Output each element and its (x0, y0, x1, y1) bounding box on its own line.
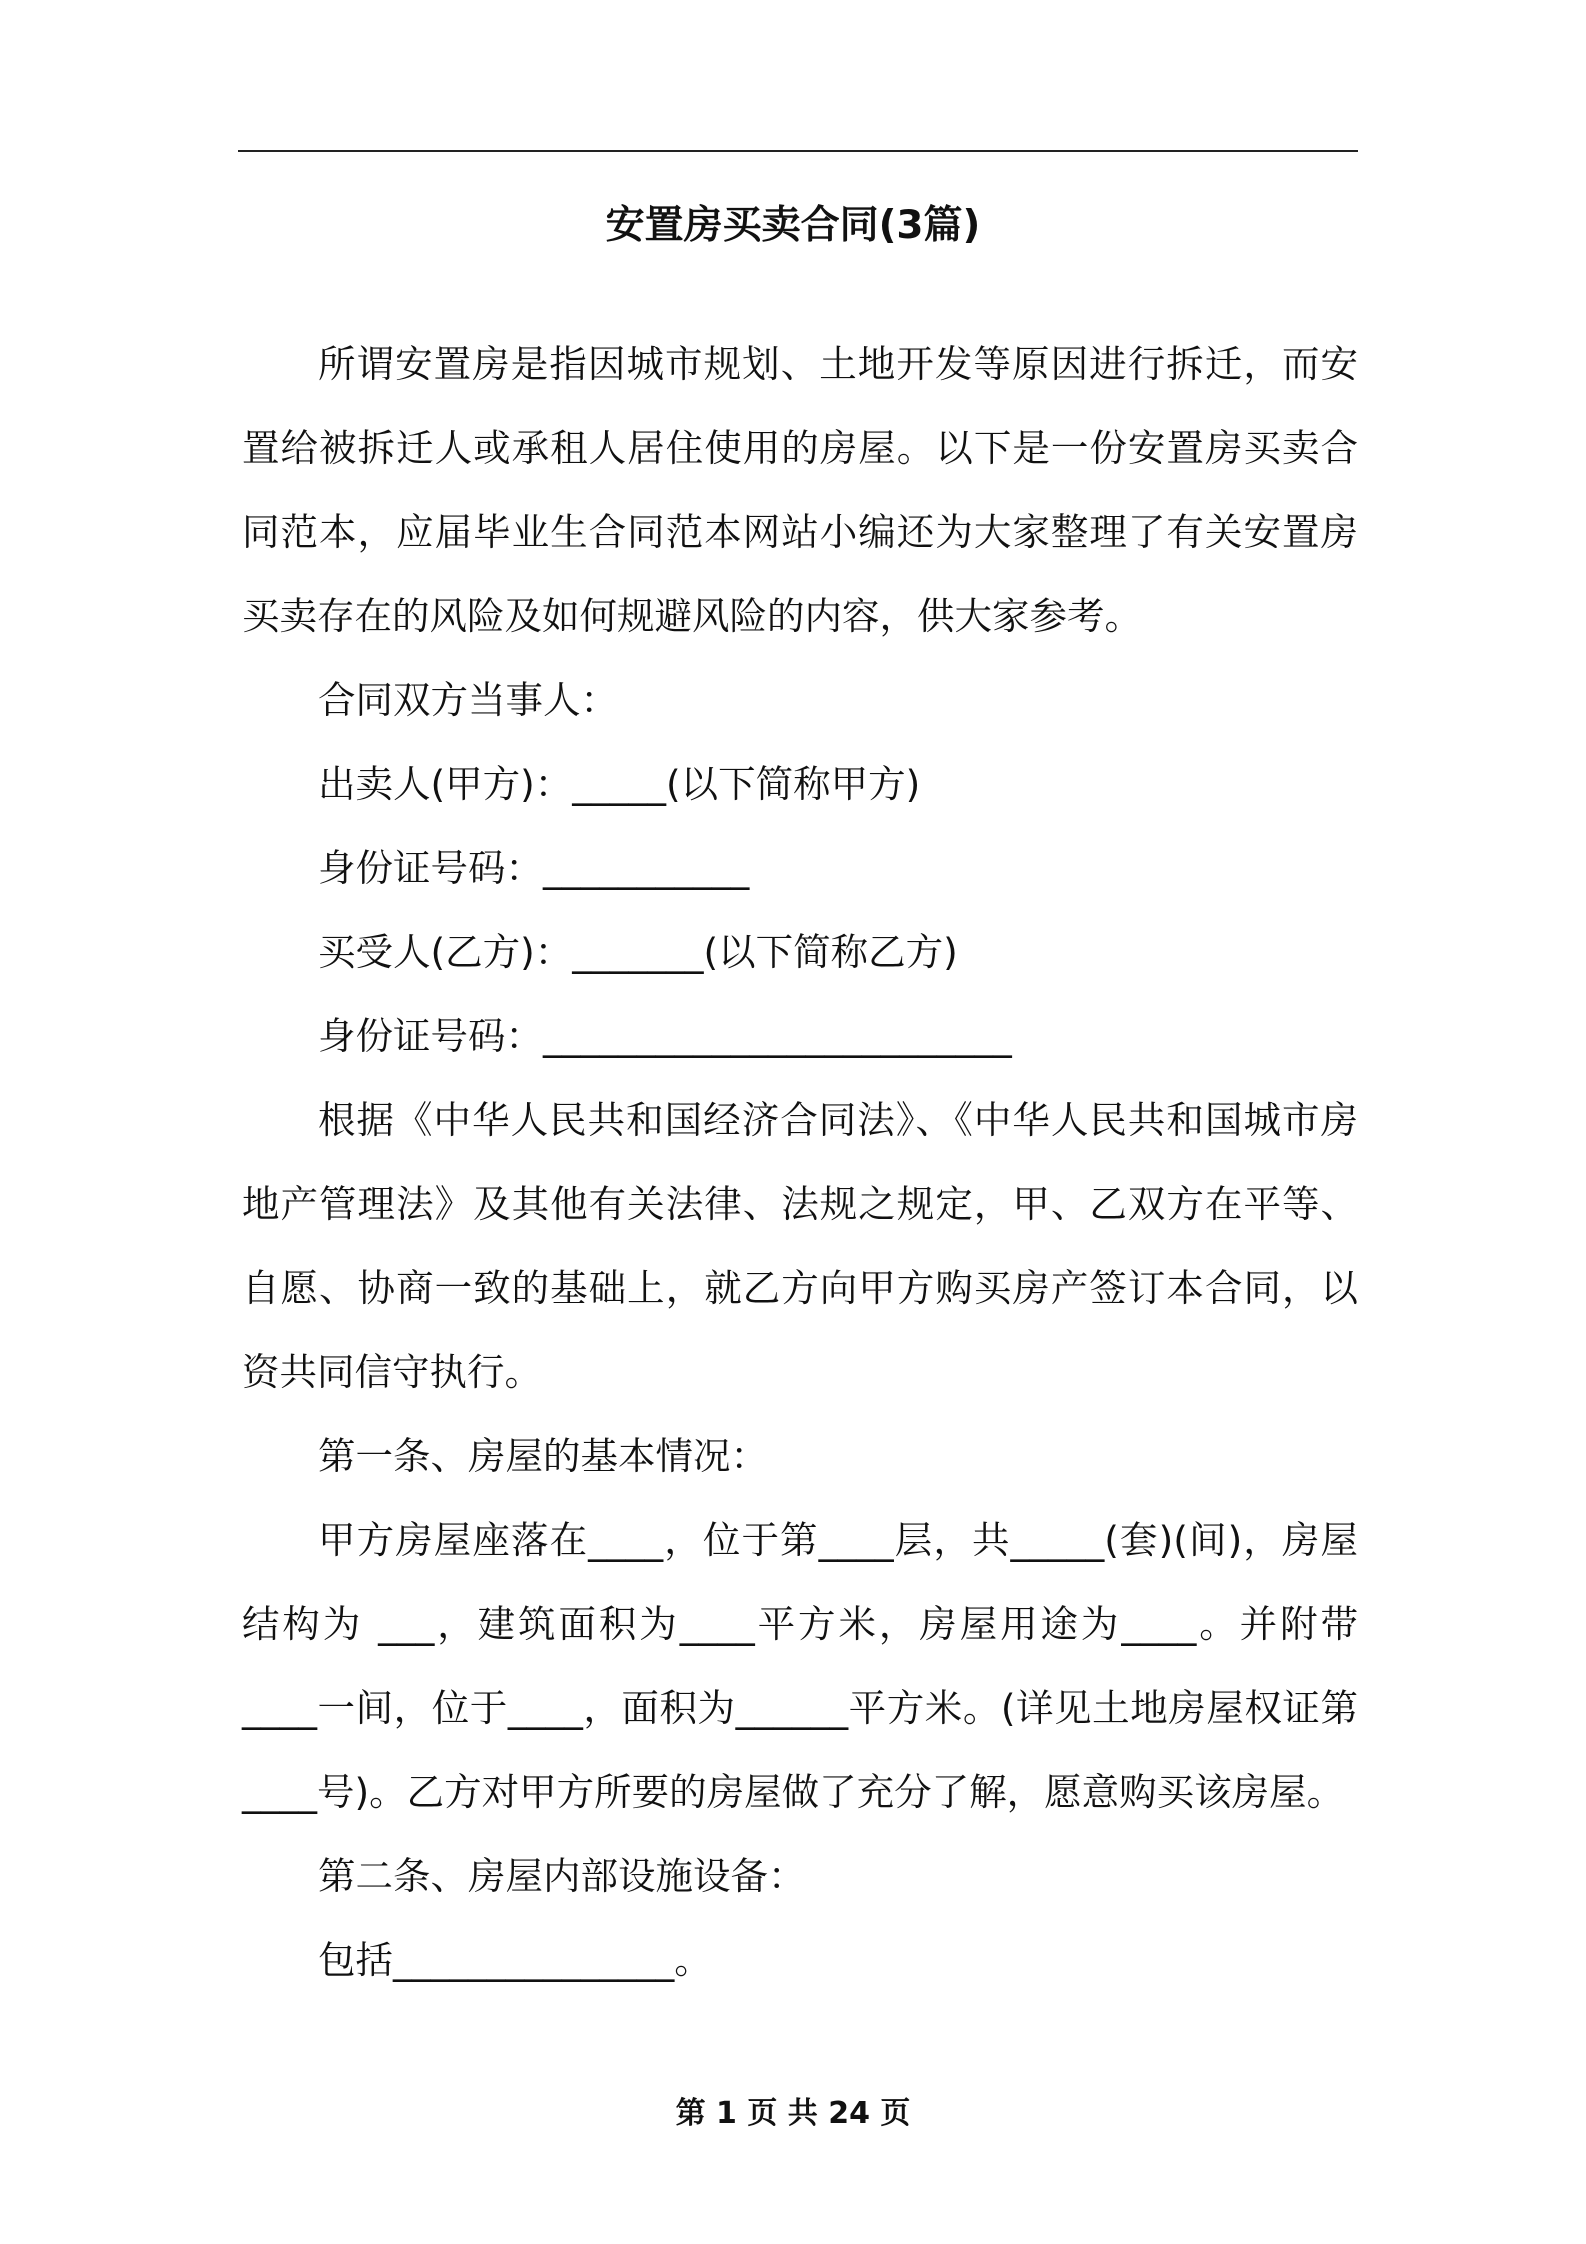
seller-line: 出卖人(甲方)：_____(以下简称甲方) (318, 762, 921, 806)
buyer-line: 买受人(乙方)：_______(以下简称乙方) (318, 930, 958, 974)
buyer-id-line: 身份证号码：_________________________ (318, 1014, 1012, 1058)
article-2-paragraph: 包括_______________。 (318, 1938, 712, 1982)
document-body (242, 322, 1358, 2002)
intro-paragraph: 所谓安置房是指因城市规划、土地开发等原因进行拆迁，而安置给被拆迁人或承租人居住使用的房屋。以下是一份安置房买卖合同范本，应届毕业生合同范本网站小编还为大家整理了有关安置房买卖存在的风险及如何规避风险的内容，供大家参考。 (242, 342, 1358, 638)
article-1-paragraph: 甲方房屋座落在____，位于第____层，共_____(套)(间)，房屋结构为 ___，建筑面积为____平方米，房屋用途为____。并附带____一间，位于____，面积为______平方米。(详见土地房屋权证第____号)。乙方对甲方所要的房屋做了充分了解，愿意购买该房屋。 (242, 1518, 1358, 1814)
parties-heading: 合同双方当事人： (318, 678, 618, 722)
document-title: 安置房买卖合同(3篇) (605, 203, 981, 248)
article-1-heading: 第一条、房屋的基本情况： (318, 1434, 768, 1478)
page-footer: 第 1 页 共 24 页 (675, 2096, 911, 2131)
seller-id-line: 身份证号码：___________ (318, 846, 750, 890)
header-rule (238, 150, 1358, 152)
legal-basis-paragraph: 根据《中华人民共和国经济合同法》、《中华人民共和国城市房地产管理法》及其他有关法律、法规之规定，甲、乙双方在平等、自愿、协商一致的基础上，就乙方向甲方购买房产签订本合同，以资共同信守执行。 (242, 1098, 1358, 1394)
article-2-heading: 第二条、房屋内部设施设备： (318, 1854, 806, 1898)
